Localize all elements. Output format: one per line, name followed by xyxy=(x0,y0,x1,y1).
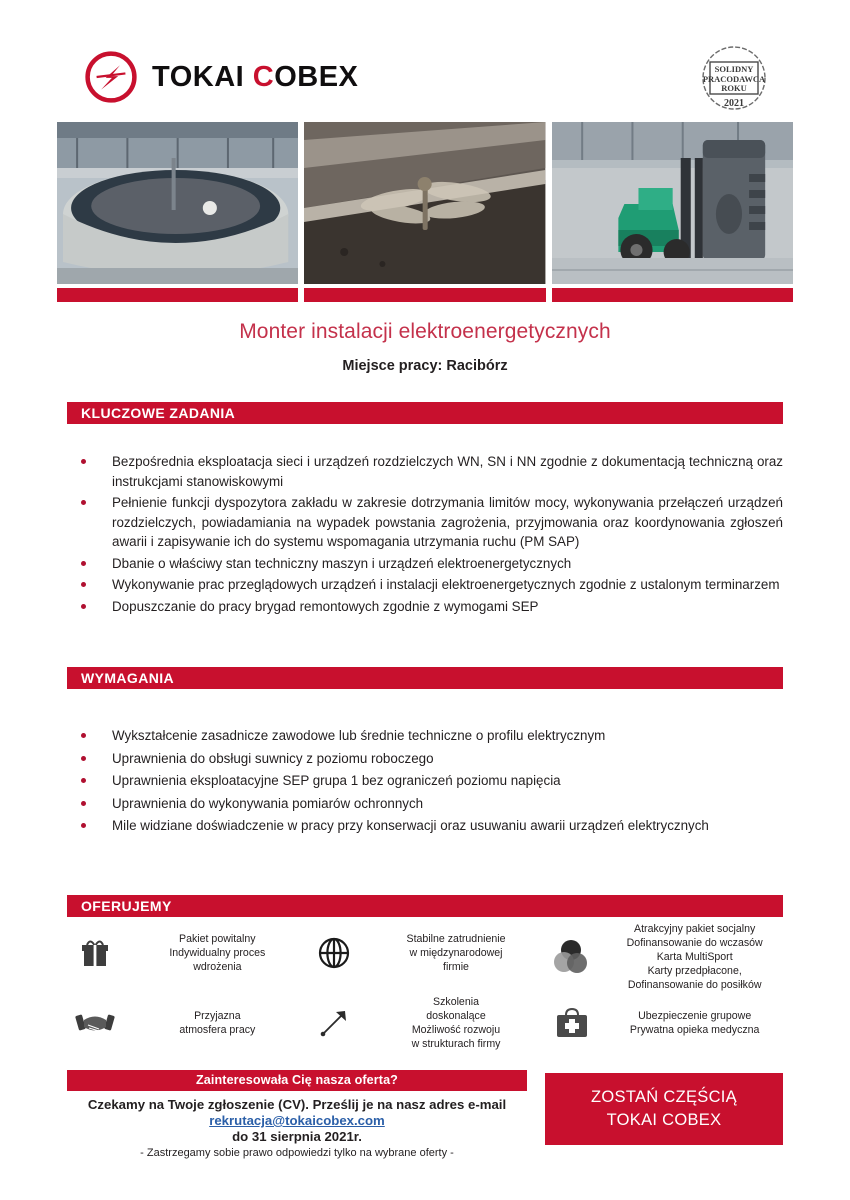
application-info xyxy=(67,1070,527,1159)
benefits-grid xyxy=(67,922,783,1054)
benefit-label: Atrakcyjny pakiet socjalny Dofinansowanie do wczasów Karta MultiSport Karty przedpłacone, Dofinansowanie do posiłków xyxy=(626,923,763,991)
list-item: Mile widziane doświadczenie w pracy przy konserwacji oraz usuwaniu awarii urządzeń elektrycznych xyxy=(75,816,783,836)
list-item: Dopuszczanie do pracy brygad remontowych zgodnie z wymogami SEP xyxy=(75,597,783,617)
globe-icon xyxy=(306,935,362,971)
red-band-segment xyxy=(57,288,298,302)
list-item: Wykształcenie zasadnicze zawodowe lub średnie techniczne o profilu elektrycznym xyxy=(75,726,783,746)
list-item: Bezpośrednia eksploatacja sieci i urządzeń rozdzielczych WN, SN i NN zgodnie z dokumentacją techniczną oraz instrukcjami stanowiskowymi xyxy=(75,452,783,491)
footer-instruction: Czekamy na Twoje zgłoszenie (CV). Prześlij je na nasz adres e-mail xyxy=(87,1097,507,1112)
photo-forklift xyxy=(552,122,793,284)
benefits-row-2 xyxy=(67,992,783,1054)
red-band-segment xyxy=(304,288,545,302)
logo-text-obex: OBEX xyxy=(274,60,359,93)
list-item: Dbanie o właściwy stan techniczny maszyn i urządzeń elektroenergetycznych xyxy=(75,554,783,574)
logo-text-tokai: TOKAI xyxy=(152,60,253,93)
requirements-list xyxy=(67,726,783,839)
list-item: Uprawnienia eksploatacyjne SEP grupa 1 bez ograniczeń poziomu napięcia xyxy=(75,771,783,791)
cta-line-1: ZOSTAŃ CZĘŚCIĄ xyxy=(591,1088,737,1106)
tasks-list xyxy=(67,452,783,618)
list-item: Pełnienie funkcji dyspozytora zakładu w zakresie dotrzymania limitów mocy, wykonywania przełączeń urządzeń rozdzielczych, powiadamiania na wypadek powstania zagrożenia, przyjmowania oraz koordynowania zgłoszeń awarii i zapisywanie ich do systemu wspomagania utrzymania ruchu (PM SAP) xyxy=(75,493,783,552)
badge-line1: SOLIDNY xyxy=(714,64,754,74)
overlapping-circles-icon xyxy=(544,939,600,975)
job-location: Miejsce pracy: Racibórz xyxy=(342,358,508,374)
benefit-label: Ubezpieczenie grupowe Prywatna opieka medyczna xyxy=(629,1010,760,1036)
brand-logo xyxy=(84,50,358,104)
cta-line-2: TOKAI COBEX xyxy=(606,1111,722,1129)
arrow-up-right-icon xyxy=(306,1006,362,1040)
badge-line3: ROKU xyxy=(721,83,747,93)
tokai-cobex-bolt-logo-icon xyxy=(84,50,138,104)
handshake-icon xyxy=(67,1008,123,1038)
cta-join-us[interactable] xyxy=(545,1073,783,1145)
benefit-training-development xyxy=(306,992,545,1054)
photo-industrial-furnace xyxy=(57,122,298,284)
badge-line2: PRACODAWCA xyxy=(702,74,766,84)
recruitment-email-link[interactable]: rekrutacja@tokaicobex.com xyxy=(209,1113,385,1128)
benefits-row-1 xyxy=(67,922,783,992)
benefit-label: Pakiet powitalny Indywidualny proces wdrożenia xyxy=(169,933,266,973)
red-band-segment xyxy=(552,288,793,302)
footer-disclaimer: - Zastrzegamy sobie prawo odpowiedzi tylko na wybrane oferty - xyxy=(140,1147,454,1159)
benefit-friendly-atmosphere xyxy=(67,992,306,1054)
medical-bag-icon xyxy=(544,1006,600,1040)
section-heading-tasks: KLUCZOWE ZADANIA xyxy=(67,402,783,424)
list-item: Uprawnienia do obsługi suwnicy z poziomu roboczego xyxy=(75,749,783,769)
photo-dragonfly xyxy=(304,122,545,284)
photo-strip xyxy=(57,122,793,284)
benefit-label: Przyjazna atmosfera pracy xyxy=(179,1010,256,1036)
badge-year: 2021 xyxy=(724,98,744,109)
section-heading-offer: OFERUJEMY xyxy=(67,895,783,917)
benefit-stable-employment xyxy=(306,922,545,984)
brand-logo-text xyxy=(152,61,358,94)
page-header xyxy=(0,0,850,120)
logo-text-c: C xyxy=(252,60,275,93)
list-item: Wykonywanie prac przeglądowych urządzeń i instalacji elektroenergetycznych zgodnie z ustalonym terminarzem xyxy=(75,575,783,595)
benefit-medical-insurance xyxy=(544,992,783,1054)
footer-banner: Zainteresowała Cię nasza oferta? xyxy=(67,1070,527,1091)
benefit-welcome-package xyxy=(67,922,306,984)
application-deadline: do 31 sierpnia 2021r. xyxy=(232,1129,362,1144)
benefit-label: Szkolenia doskonalące Możliwość rozwoju w strukturach firmy xyxy=(411,996,501,1050)
page-title: Monter instalacji elektroenergetycznych xyxy=(239,320,611,343)
benefit-social-package xyxy=(544,922,783,992)
gift-icon xyxy=(67,936,123,970)
solidny-pracodawca-roku-badge xyxy=(688,42,780,120)
section-heading-requirements: WYMAGANIA xyxy=(67,667,783,689)
list-item: Uprawnienia do wykonywania pomiarów ochronnych xyxy=(75,794,783,814)
red-divider-band xyxy=(57,288,793,302)
benefit-label: Stabilne zatrudnienie w międzynarodowej firmie xyxy=(406,933,506,973)
